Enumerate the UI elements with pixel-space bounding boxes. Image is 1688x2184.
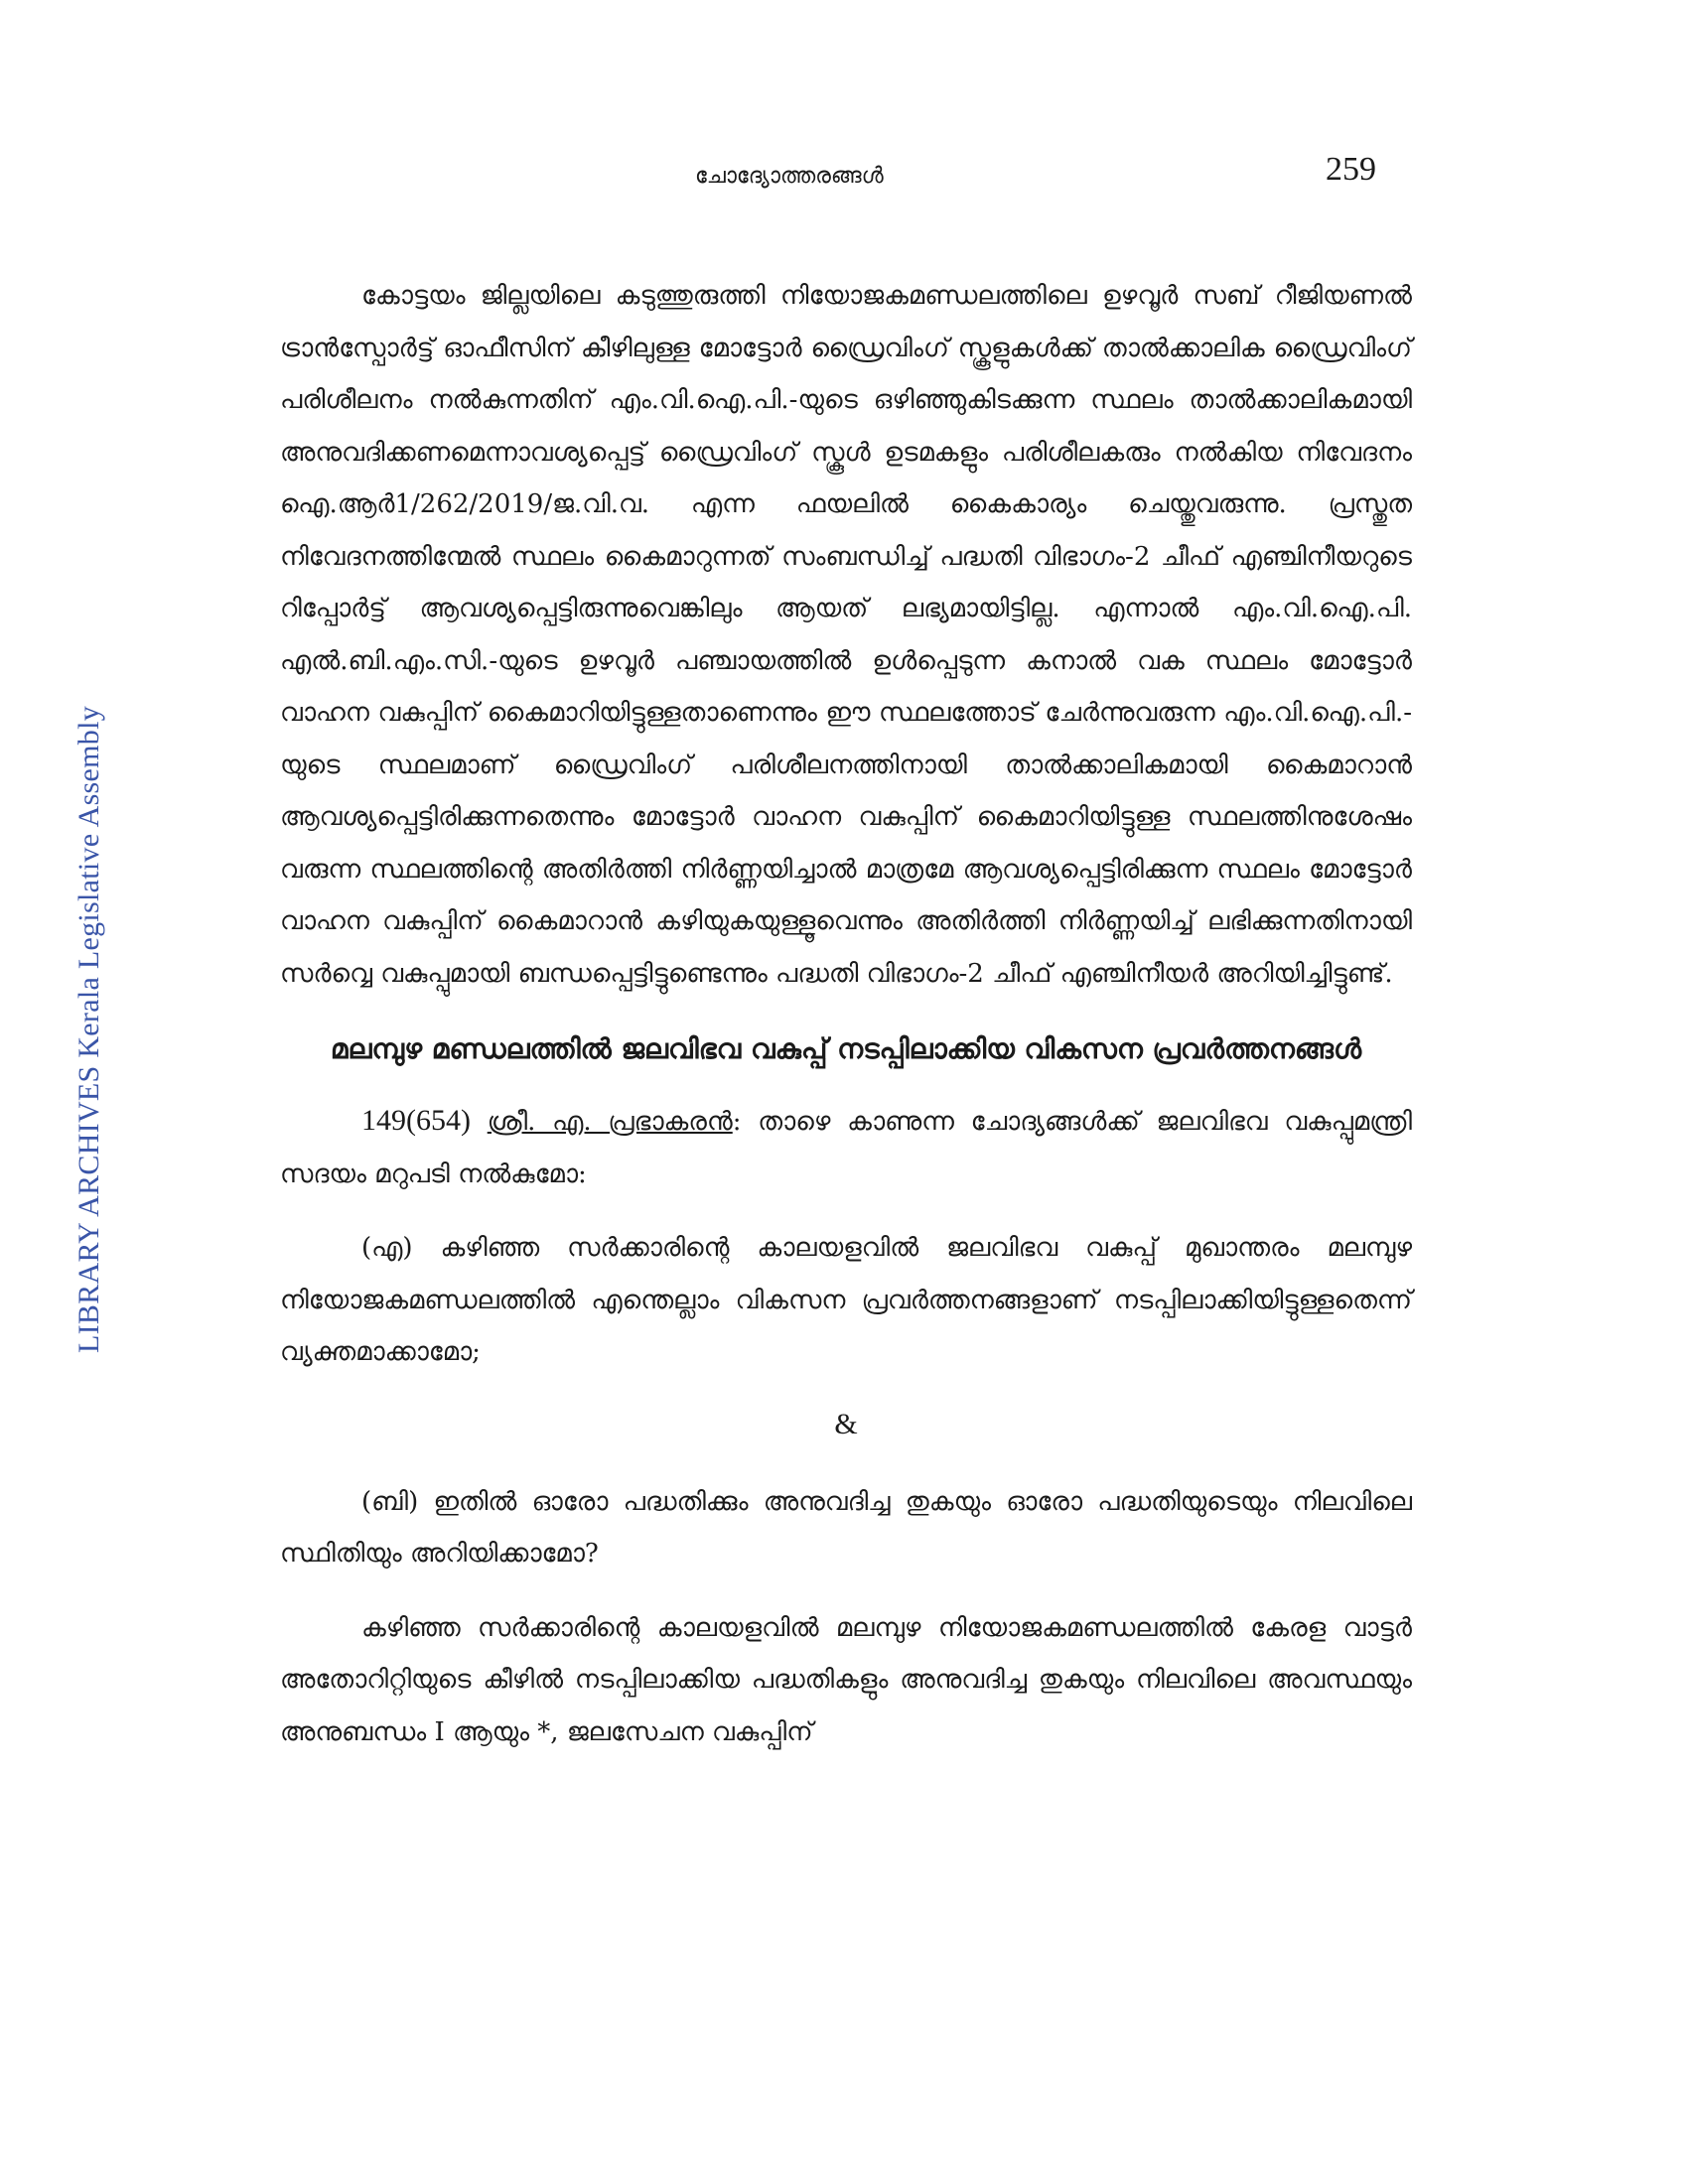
section-heading: മലമ്പുഴ മണ്ഡലത്തിൽ ജലവിഭവ വകുപ്പ് നടപ്പിലാക്കിയ വികസന പ്രവർത്തനങ്ങൾ [330, 1032, 1362, 1065]
running-head: ചോദ്യോത്തരങ്ങൾ [695, 164, 884, 189]
question-text: : താഴെ കാണുന്ന ചോദ്യങ്ങൾക്ക് ജലവിഭവ വകുപ്പുമന്ത്രി സദയം മറുപടി നൽകുമോ: [280, 1107, 1412, 1189]
page-number: 259 [1326, 151, 1376, 188]
answer-paragraph: കഴിഞ്ഞ സർക്കാരിന്റെ കാലയളവിൽ മലമ്പുഴ നിയോജകമണ്ഡലത്തിൽ കേരള വാട്ടർ അതോറിറ്റിയുടെ കീഴിൽ നടപ്പിലാക്കിയ പദ്ധതികളും അനുവദിച്ച തുകയും നിലവിലെ അവസ്ഥയും അനുബന്ധം I ആയും *, ജലസേചന വകുപ്പിന് [280, 1612, 1412, 1747]
question-number: 149(654) [361, 1104, 471, 1137]
library-watermark: LIBRARY ARCHIVES Kerala Legislative Assembly [72, 705, 105, 1354]
part-separator: & [834, 1407, 858, 1440]
question-part-a: (എ) കഴിഞ്ഞ സർക്കാരിന്റെ കാലയളവിൽ ജലവിഭവ വകുപ്പ് മുഖാന്തരം മലമ്പുഴ നിയോജകമണ്ഡലത്തിൽ എന്തെല്ലാം വികസന പ്രവർത്തനങ്ങളാണ് നടപ്പിലാക്കിയിട്ടുള്ളതെന്ന് വ്യക്തമാക്കാമോ; [280, 1233, 1412, 1367]
intro-paragraph: കോട്ടയം ജില്ലയിലെ കടുത്തുരുത്തി നിയോജകമണ്ഡലത്തിലെ ഉഴവൂർ സബ് റീജിയണൽ ട്രാൻസ്പോർട്ട് ഓഫീസിന് കീഴിലുള്ള മോട്ടോർ ഡ്രൈവിംഗ് സ്കൂളുകൾക്ക് താൽക്കാലിക ഡ്രൈവിംഗ് പരിശീലനം നൽകുന്നതിന് എം.വി.ഐ.പി.-യുടെ ഒഴിഞ്ഞുകിടക്കുന്ന സ്ഥലം താൽക്കാലികമായി അനുവദിക്കണമെന്നാവശ്യപ്പെട്ട് ഡ്രൈവിംഗ് സ്കൂൾ ഉടമകളും പരിശീലകരും നൽകിയ നിവേദനം ഐ.ആർ1/262/2019/ജ.വി.വ. എന്ന ഫയലിൽ കൈകാര്യം ചെയ്തുവരുന്നു. പ്രസ്തുത നിവേദനത്തിന്മേൽ സ്ഥലം കൈമാറുന്നത് സംബന്ധിച്ച് പദ്ധതി വിഭാഗം-2 ചീഫ് എഞ്ചിനീയറുടെ റിപ്പോർട്ട് ആവശ്യപ്പെട്ടിരുന്നുവെങ്കിലും ആയത് ലഭ്യമായിട്ടില്ല. എന്നാൽ എം.വി.ഐ.പി. എൽ.ബി.എം.സി.-യുടെ ഉഴവൂർ പഞ്ചായത്തിൽ ഉൾപ്പെടുന്ന കനാൽ വക സ്ഥലം മോട്ടോർ വാഹന വകുപ്പിന് കൈമാറിയിട്ടുള്ളതാണെന്നും ഈ സ്ഥലത്തോട് ചേർന്നുവരുന്ന എം.വി.ഐ.പി.-യുടെ സ്ഥലമാണ് ഡ്രൈവിംഗ് പരിശീലനത്തിനായി താൽക്കാലികമായി കൈമാറാൻ ആവശ്യപ്പെട്ടിരിക്കുന്നതെന്നും മോട്ടോർ വാഹന വകുപ്പിന് കൈമാറിയിട്ടുള്ള സ്ഥലത്തിനുശേഷം വരുന്ന സ്ഥലത്തിന്റെ അതിർത്തി നിർണ്ണയിച്ചാൽ മാത്രമേ ആവശ്യപ്പെട്ടിരിക്കുന്ന സ്ഥലം മോട്ടോർ വാഹന വകുപ്പിന് കൈമാറാൻ കഴിയുകയുള്ളൂവെന്നും അതിർത്തി നിർണ്ണയിച്ച് ലഭിക്കുന്നതിനായി സർവ്വെ വകുപ്പുമായി ബന്ധപ്പെട്ടിട്ടുണ്ടെന്നും പദ്ധതി വിഭാഗം-2 ചീഫ് എഞ്ചിനീയർ അറിയിച്ചിട്ടുണ്ട്. [280, 281, 1412, 989]
question-intro [280, 1095, 1412, 1200]
page-content [280, 270, 1412, 1758]
member-name: ശ്രീ. എ. പ്രഭാകരൻ [487, 1107, 733, 1137]
question-part-b: (ബി) ഇതിൽ ഓരോ പദ്ധതിക്കും അനുവദിച്ച തുകയും ഓരോ പദ്ധതിയുടെയും നിലവിലെ സ്ഥിതിയും അറിയിക്കാമോ? [280, 1486, 1412, 1569]
